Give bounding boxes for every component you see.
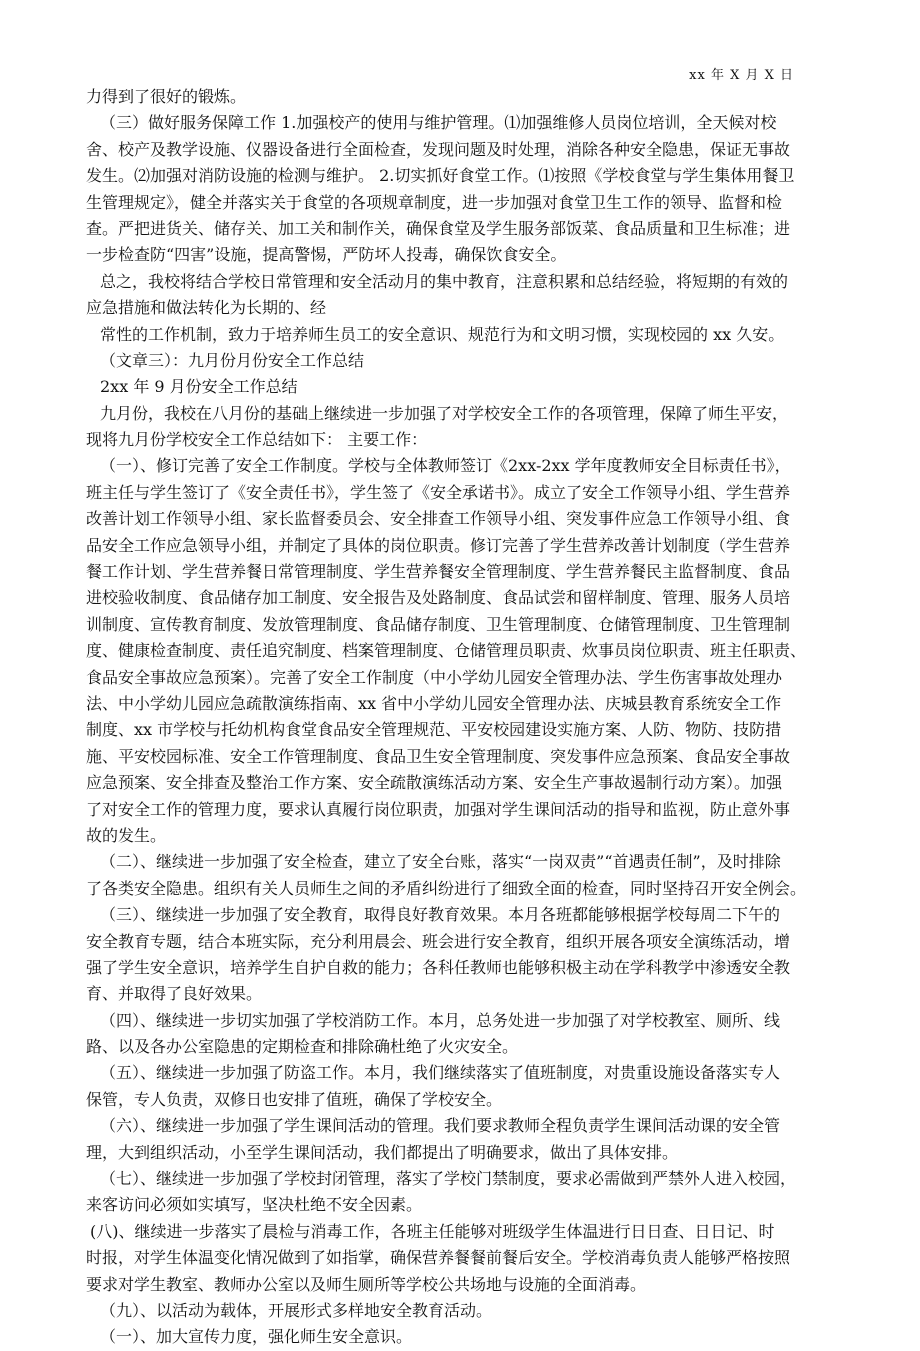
text-line: 时报，对学生体温变化情况做到了如指掌，确保营养餐餐前餐后安全。学校消毒负责人能够严格按照 (86, 1248, 791, 1268)
text-line: （六）、继续进一步加强了学生课间活动的管理。我们要求教师全程负责学生课间活动课的安全管 (100, 1116, 781, 1136)
text-line: 2xx 年 9 月份安全工作总结 (100, 377, 298, 397)
text-line: （五）、继续进一步加强了防盗工作。本月，我们继续落实了值班制度，对贵重设施设备落实专人 (100, 1063, 781, 1083)
document-body (86, 84, 860, 1351)
text-line: 了各类安全隐患。组织有关人员师生之间的矛盾纠纷进行了细致全面的检查，同时坚持召开安全例会。 (86, 878, 807, 898)
text-line: （四）、继续进一步切实加强了学校消防工作。本月，总务处进一步加强了对学校教室、厕所、线 (100, 1010, 781, 1030)
page-header-date: xx 年 X 月 X 日 (689, 68, 794, 83)
text-line: 改善计划工作领导小组、家长监督委员会、安全排查工作领导小组、突发事件应急工作领导小组、食 (86, 509, 791, 529)
text-line: 班主任与学生签订了《安全责任书》，学生签了《安全承诺书》。成立了安全工作领导小组、学生营养 (86, 482, 791, 502)
text-line: （九）、以活动为载体，开展形式多样地安全教育活动。 (100, 1300, 493, 1320)
text-line: 餐工作计划、学生营养餐日常管理制度、学生营养餐安全管理制度、学生营养餐民主监督制度、食品 (86, 562, 791, 582)
text-line: （文章三）：九月份月份安全工作总结 (100, 350, 365, 370)
text-line: 查。严把进货关、储存关、加工关和制作关，确保食堂及学生服务部饭菜、食品质量和卫生标准；进 (86, 218, 791, 238)
text-line: 总之，我校将结合学校日常管理和安全活动月的集中教育，注意积累和总结经验，将短期的有效的 (100, 271, 789, 291)
text-line: 现将九月份学校安全工作总结如下： 主要工作： (86, 430, 428, 450)
text-line: 强了学生安全意识，培养学生自护自救的能力；各科任教师也能够积极主动在学科教学中渗透安全教 (86, 957, 791, 977)
text-line: 进校验收制度、食品储存加工制度、安全报告及处路制度、食品试尝和留样制度、管理、服务人员培 (86, 588, 791, 608)
text-line: 应急措施和做法转化为长期的、经 (86, 298, 327, 318)
text-line: 食品安全事故应急预案）。完善了安全工作制度（中小学幼儿园安全管理办法、学生伤害事故处理办 (86, 667, 783, 687)
text-line: 法、中小学幼儿园应急疏散演练指南、xx 省中小学幼儿园安全管理办法、庆城县教育系统安全工作 (86, 693, 782, 713)
text-line: 故的发生。 (86, 825, 167, 845)
text-line: （一）、加大宣传力度，强化师生安全意识。 (100, 1327, 413, 1347)
text-line: （三）做好服务保障工作 1.加强校产的使用与维护管理。⑴加强维修人员岗位培训，全天候对校 (100, 113, 777, 133)
text-line: 路、以及各办公室隐患的定期检查和排除确杜绝了火灾安全。 (86, 1037, 519, 1057)
text-line: 安全教育专题，结合本班实际，充分利用晨会、班会进行安全教育，组织开展各项安全演练活动，增 (86, 931, 791, 951)
text-line: 发生。⑵加强对消防设施的检测与维护。 2.切实抓好食堂工作。⑴按照《学校食堂与学生集体用餐卫 (86, 166, 795, 186)
text-line: （一）、修订完善了安全工作制度。学校与全体教师签订《2xx-2xx 学年度教师安全目标责任书》， (100, 456, 791, 476)
text-line: 要求对学生教室、教师办公室以及师生厕所等学校公共场地与设施的全面消毒。 (86, 1274, 647, 1294)
text-line: 舍、校产及教学设施、仪器设备进行全面检查，发现问题及时处理，消除各种安全隐患，保证无事故 (86, 139, 791, 159)
text-line: 来客访问必须如实填写，坚决杜绝不安全因素。 (86, 1195, 423, 1215)
text-line: 施、平安校园标准、安全工作管理制度、食品卫生安全管理制度、突发事件应急预案、食品安全事故 (86, 746, 791, 766)
text-line: 了对安全工作的管理力度，要求认真履行岗位职责，加强对学生课间活动的指导和监视，防止意外事 (86, 799, 791, 819)
text-line: 训制度、宣传教育制度、发放管理制度、食品储存制度、卫生管理制度、仓储管理制度、卫生管理制 (86, 614, 791, 634)
text-line: (八)、继续进一步落实了晨检与消毒工作，各班主任能够对班级学生体温进行日日查、日日记、时 (90, 1221, 775, 1241)
text-line: 理，大到组织活动，小至学生课间活动，我们都提出了明确要求，做出了具体安排。 (86, 1142, 679, 1162)
text-line: 度、健康检查制度、责任追究制度、档案管理制度、仓储管理员职责、炊事员岗位职责、班主任职责、 (86, 641, 807, 661)
text-line: 保管，专人负责，双修日也安排了值班，确保了学校安全。 (86, 1089, 503, 1109)
text-line: 力得到了很好的锻炼。 (86, 87, 247, 106)
text-line: 常性的工作机制，致力于培养师生员工的安全意识、规范行为和文明习惯，实现校园的 xx 久安。 (100, 324, 785, 344)
text-line: 生管理规定》，健全并落实关于食堂的各项规章制度，进一步加强对食堂卫生工作的领导、监督和检 (86, 192, 783, 212)
text-line: 一步检查防“四害”设施，提高警惕，严防坏人投毒，确保饮食安全。 (86, 245, 567, 265)
text-line: （七）、继续进一步加强了学校封闭管理，落实了学校门禁制度，要求必需做到严禁外人进入校园， (100, 1169, 797, 1189)
text-line: （二）、继续进一步加强了安全检查，建立了安全台账，落实“一岗双责”“首遇责任制”，及时排除 (100, 852, 781, 872)
text-line: 品安全工作应急领导小组，并制定了具体的岗位职责。修订完善了学生营养改善计划制度（学生营养 (86, 535, 791, 555)
text-line: 育、并取得了良好效果。 (86, 984, 263, 1004)
text-line: 应急预案、安全排查及整治工作方案、安全疏散演练活动方案、安全生产事故遏制行动方案）。加强 (86, 773, 783, 793)
text-line: 九月份，我校在八月份的基础上继续进一步加强了对学校安全工作的各项管理，保障了师生平安， (100, 403, 789, 423)
text-line: （三）、继续进一步加强了安全教育，取得良好教育效果。本月各班都能够根据学校每周二下午的 (100, 905, 781, 925)
text-line: 制度、xx 市学校与托幼机构食堂食品安全管理规范、平安校园建设实施方案、人防、物防、技防措 (86, 720, 782, 740)
